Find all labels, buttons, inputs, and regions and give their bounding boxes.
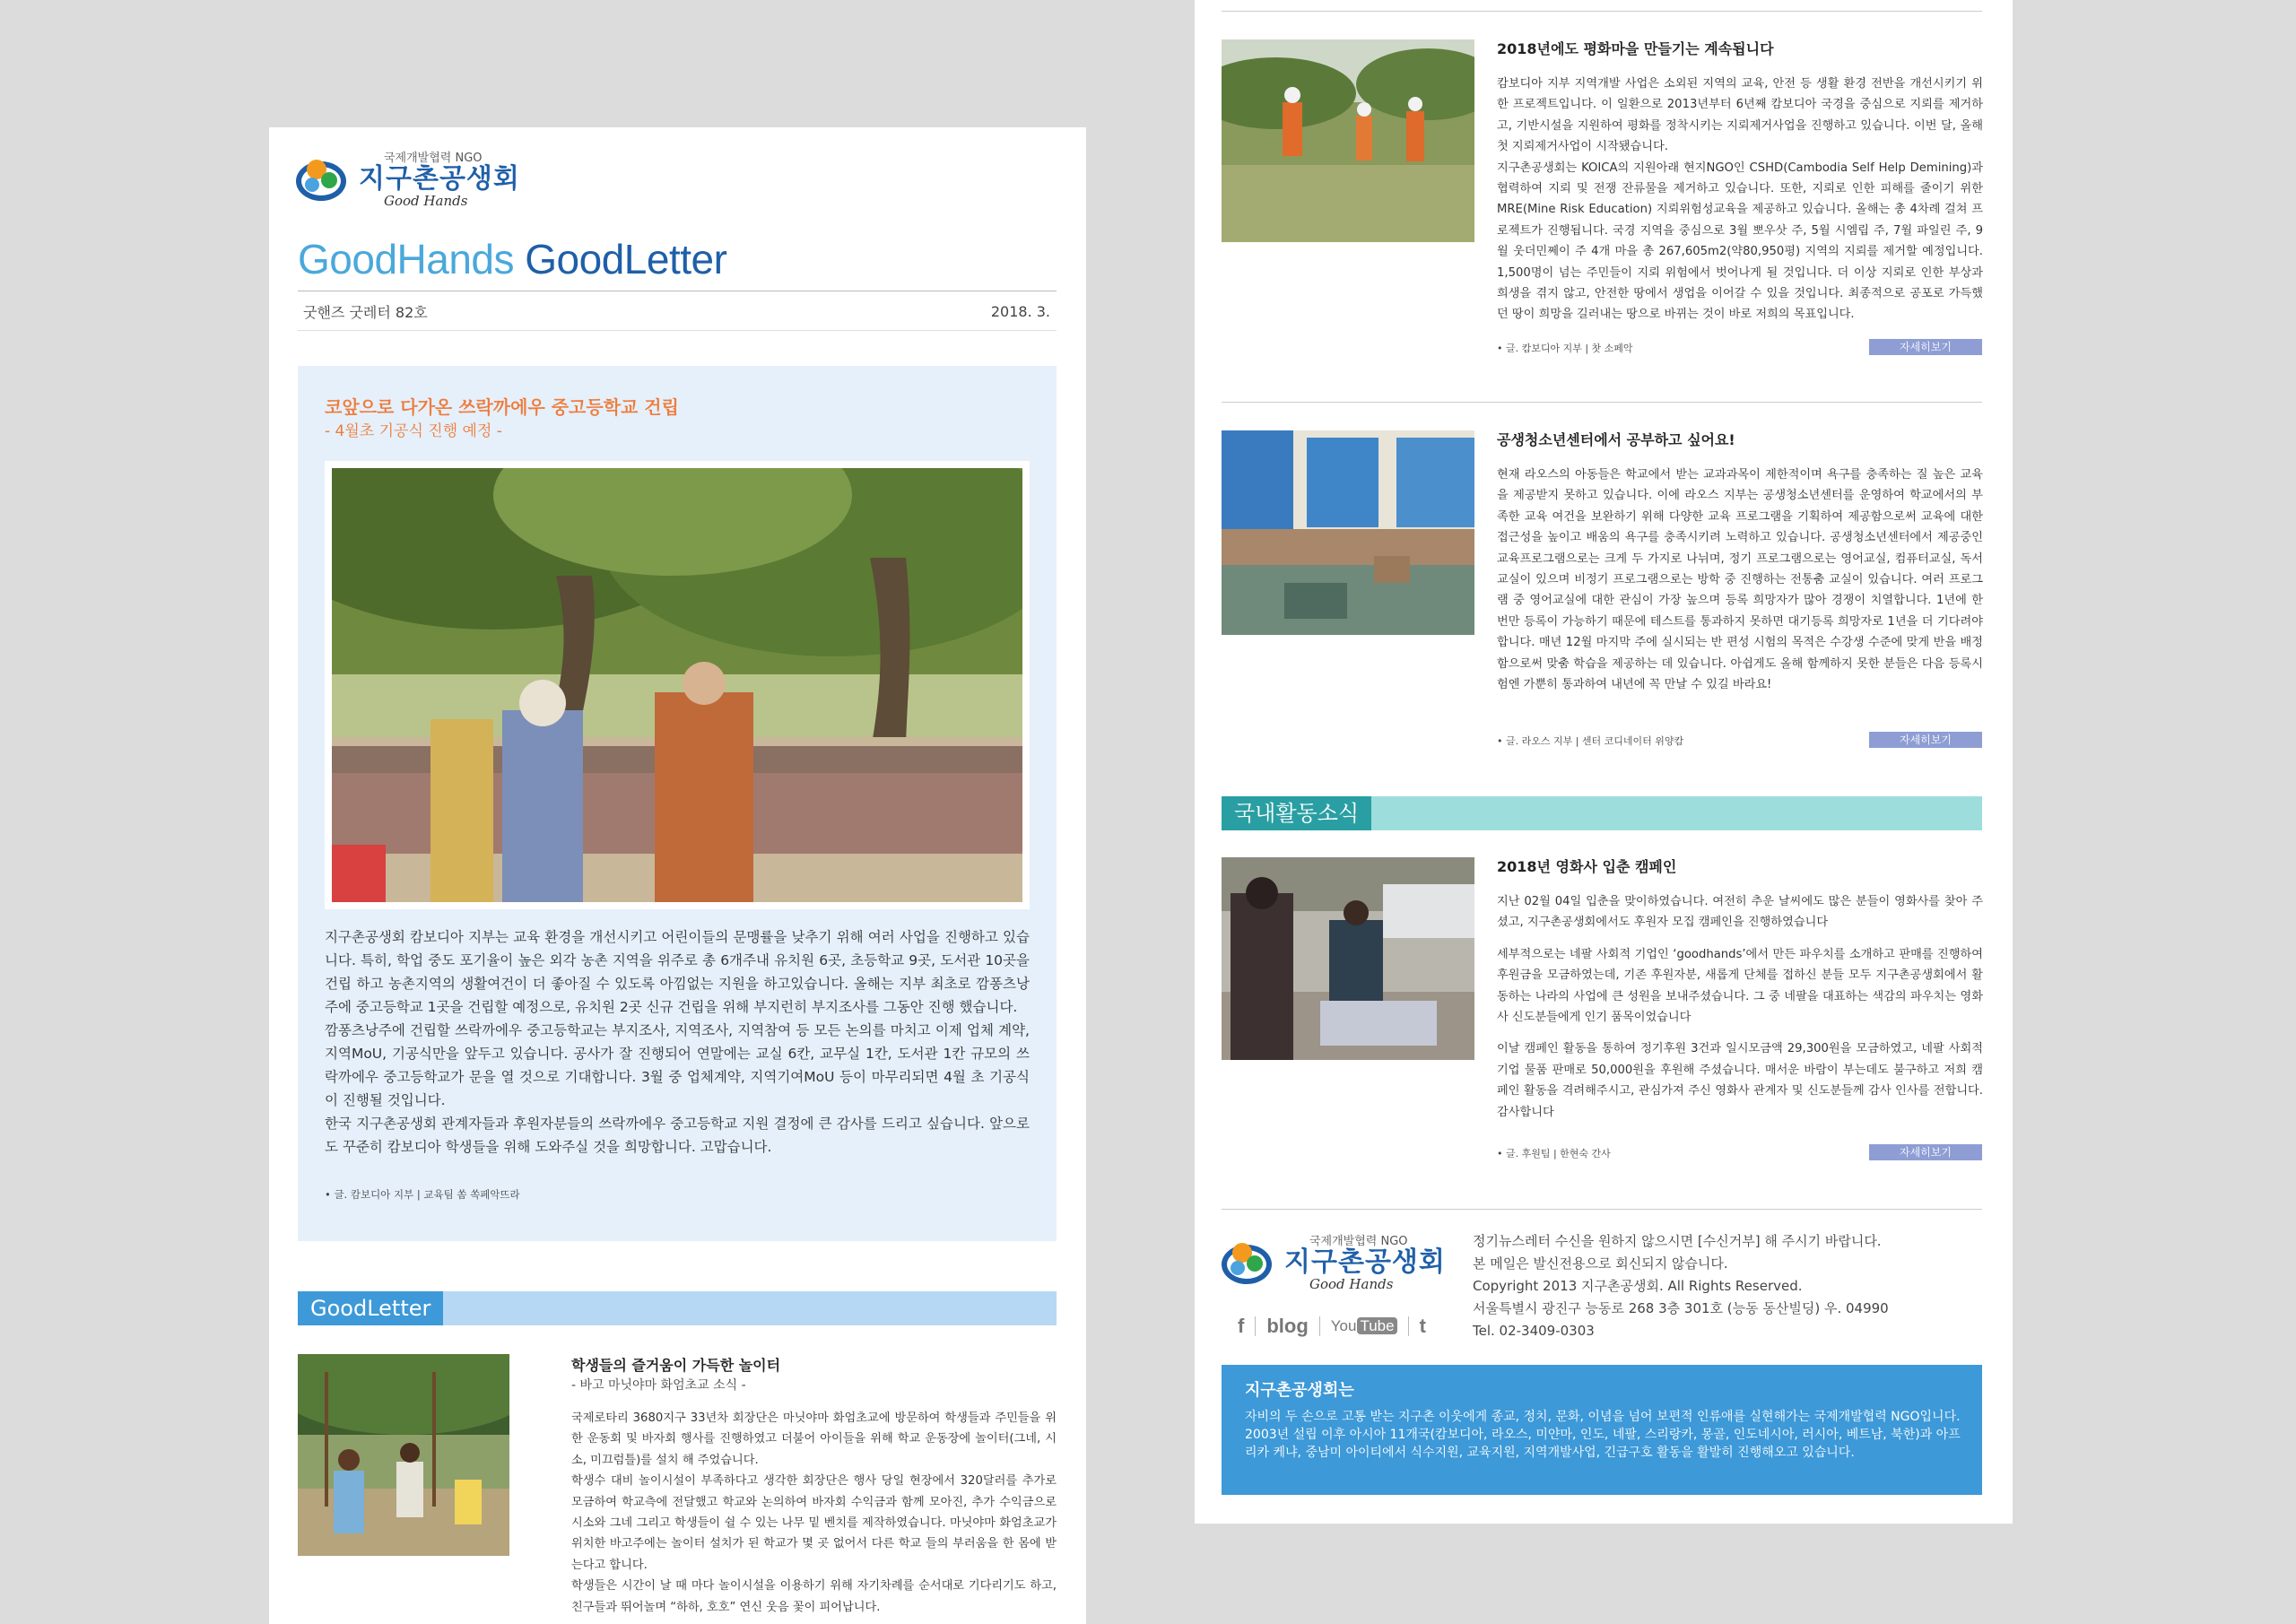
- newsletter-title-part2: GoodLetter: [525, 236, 727, 282]
- globe-hands-icon: [294, 156, 353, 204]
- youtube-icon[interactable]: [1331, 1317, 1397, 1335]
- footer-logo-name-kr: 지구촌공생회: [1284, 1246, 1446, 1278]
- campaign-more-button[interactable]: 자세히보기: [1869, 1144, 1982, 1160]
- campaign-story-title: 2018년 영화사 입춘 캠페인: [1497, 858, 1677, 875]
- youth-center-credit: • 글. 라오스 지부 | 센터 코디네이터 위양캄: [1497, 735, 1684, 747]
- youth-center-story-title: 공생청소년센터에서 공부하고 싶어요!: [1497, 431, 1735, 448]
- playground-paragraph: 국제로타리 3680지구 33년차 회장단은 마닛야마 화엄초교에 방문하여 학생들과 주민들을 위한 운동회 및 바자회 행사를 진행하였고 더불어 아이들을 위해 학교 운동장에 놀이터(그네, 시소, 미끄럼틀)를 설치 해 주었습니다.: [571, 1411, 1057, 1467]
- goodletter-section-label: GoodLetter: [298, 1291, 443, 1325]
- logo-name-kr: 지구촌공생회: [359, 163, 520, 195]
- feature-credit: • 글. 캄보디아 지부 | 교육팀 쏨 쏙페악뜨라: [325, 1188, 520, 1201]
- newsletter-page-left: [269, 127, 1086, 1624]
- demining-story-title: 2018년에도 평화마을 만들기는 계속됩니다: [1497, 40, 1774, 57]
- footer-logo-ngo-label: 국제개발협력 NGO: [1309, 1235, 1408, 1248]
- domestic-section-label: 국내활동소식: [1222, 796, 1371, 830]
- facebook-icon[interactable]: f: [1238, 1315, 1245, 1337]
- feature-photo: [325, 461, 1030, 909]
- logo-ngo-label: 국제개발협력 NGO: [384, 152, 483, 165]
- playground-story-body: [571, 1408, 1057, 1618]
- blog-link[interactable]: blog: [1266, 1315, 1309, 1337]
- footer-no-reply-note: 본 메일은 발신전용으로 회신되지 않습니다.: [1473, 1255, 1728, 1272]
- demining-story-body: [1497, 74, 1983, 326]
- footer-divider: [1222, 1209, 1982, 1210]
- feature-paragraph: 지구촌공생회 캄보디아 지부는 교육 환경을 개선시키고 어린이들의 문맹률을 낮추기 위해 여러 사업을 진행하고 있습니다. 특히, 학업 중도 포기율이 높은 외각 농촌 지역을 위주로 총 6개주내 유치원 6곳, 초등학교 9곳, 도서관 10곳을 건립 하고 농촌지역의 생활여건이 더 좋아질 수 있도록 아낌없는 지원을 하고있습니다. 올해는 지부 최초로 깜퐁츠낭주에 중고등학교 1곳을 건립할 예정으로, 유치원 2곳 신규 건립을 위해 부지런히 부지조사를 그동안 진행 했습니다.: [325, 929, 1030, 1015]
- demining-more-button[interactable]: 자세히보기: [1869, 339, 1982, 355]
- newsletter-page-right: [1195, 0, 2013, 1524]
- feature-article: [298, 366, 1057, 1241]
- top-divider: [1222, 11, 1982, 12]
- footer-copyright: Copyright 2013 지구촌공생회. All Rights Reserved.: [1473, 1278, 1803, 1294]
- about-text: 자비의 두 손으로 고통 받는 지구촌 이웃에게 종교, 정치, 문화, 이념을 넘어 보편적 인류애를 실현해가는 국제개발협력 NGO입니다. 2003년 설립 이후 아시아 11개국(캄보디아, 라오스, 미얀마, 인도, 네팔, 스리랑카, 몽골, 인도네시아, 러시아, 베트남, 북한)과 아프리카 케냐, 중남미 아이티에서 식수지원, 교육지원, 지역개발사업, 긴급구호 활동을 활발히 진행해오고 있습니다.: [1245, 1410, 1961, 1460]
- issue-divider: [298, 330, 1057, 331]
- demining-credit: • 글. 캄보디아 지부 | 찻 소페악: [1497, 343, 1633, 354]
- social-separator: [1408, 1316, 1409, 1336]
- logo-name-en: Good Hands: [384, 193, 468, 209]
- feature-paragraph: 한국 지구촌공생회 관계자들과 후원자분들의 쓰락까에우 중고등학교 지원 결정에 큰 감사를 드리고 싶습니다. 앞으로도 꾸준히 캄보디아 학생들을 위해 도와주실 것을 희망합니다. 고맙습니다.: [325, 1116, 1030, 1155]
- newsletter-title-part1: GoodHands: [298, 236, 514, 282]
- footer-unsubscribe-note[interactable]: 정기뉴스레터 수신을 원하지 않으시면 [수신거부] 해 주시기 바랍니다.: [1473, 1233, 1882, 1249]
- youth-center-story-body: [1497, 465, 1983, 695]
- campaign-paragraph: 세부적으로는 네팔 사회적 기업인 ‘goodhands’에서 만든 파우치를 소개하고 판매를 진행하여 후원금을 모금하였는데, 기존 후원자분, 새롭게 단체를 접하신 분들 모두 지구촌공생회에서 활동하는 나라의 사업에 큰 성원을 보내주셨습니다. 그 중 네팔을 대표하는 색감의 파우치는 영화사 신도분들에게 인기 품목이었습니다: [1497, 947, 1983, 1025]
- playground-story-title: 학생들의 즐거움이 가득한 놀이터: [571, 1357, 781, 1374]
- footer-phone: Tel. 02-3409-0303: [1473, 1323, 1595, 1339]
- youth-center-more-button[interactable]: 자세히보기: [1869, 732, 1982, 748]
- playground-paragraph: 학생수 대비 놀이시설이 부족하다고 생각한 회장단은 행사 당일 현장에서 320달러를 추가로 모금하여 학교측에 전달했고 학교와 논의하여 바자회 수익금과 함께 모아진, 추가 수익금으로 시소와 그네 그리고 학생들이 쉴 수 있는 나무 밑 벤치를 제작하였습니다. 마닛야마 화엄초교가 위치한 바고주에는 놀이터 설치가 된 학교가 몇 곳 없어서 다른 학교 들의 부러움을 한 몸에 받는다고 합니다.: [571, 1474, 1057, 1572]
- playground-story-subtitle: - 바고 마닛야마 화엄초교 소식 -: [571, 1378, 746, 1393]
- social-separator: [1319, 1316, 1320, 1336]
- about-box: [1222, 1365, 1982, 1495]
- footer-logo-name-en: Good Hands: [1309, 1276, 1394, 1292]
- playground-paragraph: 학생들은 시간이 날 때 마다 놀이시설을 이용하기 위해 자기차례를 순서대로 기다리기도 하고, 친구들과 뛰어놀며 “하하, 호호” 연신 웃음 꽃이 피어납니다.: [571, 1579, 1057, 1614]
- good-hands-logo[interactable]: [294, 152, 520, 208]
- about-title: 지구촌공생회는: [1245, 1381, 1354, 1400]
- newsletter-title: [298, 235, 726, 283]
- goodletter-section-bar: [298, 1291, 1057, 1325]
- footer-info: [1473, 1230, 1889, 1342]
- feature-paragraph: 깜퐁츠낭주에 건립할 쓰락까에우 중고등학교는 부지조사, 지역조사, 지역참여 등 모든 논의를 마치고 이제 업체 계약, 지역MoU, 기공식만을 앞두고 있습니다. 공사가 잘 진행되어 연말에는 교실 6칸, 교무실 1칸, 도서관 1칸 규모의 쓰락까에우 중고등학교가 문을 열 것으로 기대합니다. 3월 중 업체계약, 지역기여MoU 등이 마무리되면 4월 초 기공식이 진행될 것입니다.: [325, 1022, 1030, 1108]
- feature-title: 코앞으로 다가온 쓰락까에우 중고등학교 건립: [325, 396, 679, 418]
- social-links: [1238, 1315, 1426, 1338]
- domestic-section-bar: [1222, 796, 1982, 830]
- footer-address: 서울특별시 광진구 능동로 268 3층 301호 (능동 동산빌딩) 우. 04990: [1473, 1300, 1889, 1316]
- demining-paragraph: 지구촌공생회는 KOICA의 지원아래 현지NGO인 CSHD(Cambodia Self Help Demining)과 협력하여 지뢰 및 전쟁 잔류물을 제거하고 있습니다. 또한, 지뢰로 인한 피해를 줄이기 위한 MRE(Mine Risk Education) 지뢰위험성교육을 제공하고 있습니다. 올해는 총 4차례 걸쳐 프로젝트가 진행됩니다. 국경 지역을 중심으로 3월 뽀우삿 주, 5월 시엠립 주, 7월 파일린 주, 9월 웃더민쩨이 주 4개 마을 총 267,605m2(약80,950평) 지역의 지뢰를 제거할 예정입니다. 1,500명이 넘는 주민들이 지뢰 위험에서 벗어나게 될 것입니다. 더 이상 지뢰로 인한 부상과 희생을 겪지 않고, 안전한 땅에서 생업을 이어갈 수 있을 것입니다. 최종적으로 공포로 가득했던 땅이 희망을 길러내는 땅으로 바뀌는 것이 바로 저희의 목표입니다.: [1497, 161, 1983, 322]
- youth-center-photo: [1222, 430, 1474, 635]
- issue-number: 굿핸즈 굿레터 82호: [303, 304, 428, 321]
- social-separator: [1255, 1316, 1256, 1336]
- youtube-text-a: You: [1330, 1317, 1357, 1334]
- campaign-paragraph: 지난 02월 04일 입춘을 맞이하였습니다. 여전히 추운 날씨에도 많은 분들이 영화사를 찾아 주셨고, 지구촌공생회에서도 후원자 모집 캠페인을 진행하였습니다: [1497, 895, 1983, 930]
- youth-center-paragraph: 현재 라오스의 아동들은 학교에서 받는 교과과목이 제한적이며 욕구를 충족하는 질 높은 교육을 제공받지 못하고 있습니다. 이에 라오스 지부는 공생청소년센터를 운영하여 학교에서의 부족한 교육 여건을 보완하기 위해 다양한 교육 프로그램을 기획하여 제공함으로써 교육에 대한 접근성을 높이고 배움의 욕구를 충족시키려 노력하고 있습니다. 공생청소년센터에서 제공중인 교육프로그램으로는 크게 두 가지로 나뉘며, 정기 프로그램으로는 영어교실, 컴퓨터교실, 독서교실이 있으며 비정기 프로그램으로는 방학 중 진행하는 전통춤 교실이 있습니다. 여러 프로그램 중 영어교실에 대한 관심이 가장 높으며 등록 희망자가 많아 경쟁이 치열합니다. 1년에 한 번만 등록이 가능하기 때문에 테스트를 통과하지 못하면 대기등록 희망자로 1년을 더 기다려야 합니다. 매년 12월 마지막 주에 실시되는 반 편성 시험의 목적은 수강생 수준에 맞게 반을 배정함으로써 맞춤 학습을 제공하는 데 있습니다. 아쉽게도 올해 함께하지 못한 분들은 다음 등록시험엔 가뿐히 통과하여 내년에 꼭 만날 수 있길 바라요!: [1497, 468, 1983, 692]
- campaign-story-body: [1497, 891, 1983, 1123]
- demining-paragraph: 캄보디아 지부 지역개발 사업은 소외된 지역의 교육, 안전 등 생활 환경 전반을 개선시키기 위한 프로젝트입니다. 이 일환으로 2013년부터 6년째 캄보디아 국경을 중심으로 지뢰를 제거하고, 기반시설을 지원하여 평화를 정착시키는 지뢰제거사업을 진행하고 있습니다. 이번 달, 올해 첫 지뢰제거사업이 시작됐습니다.: [1497, 77, 1983, 154]
- twitter-icon[interactable]: t: [1419, 1315, 1426, 1337]
- campaign-credit: • 글. 후원팀 | 한현숙 간사: [1497, 1148, 1611, 1159]
- youtube-text-b: Tube: [1357, 1317, 1396, 1334]
- campaign-paragraph: 이날 캠페인 활동을 통하여 정기후원 3건과 일시모금액 29,300원을 모금하였고, 네팔 사회적기업 물품 판매로 50,000원을 후원해 주셨습니다. 매서운 바람이 부는데도 불구하고 저희 캠페인 활동을 격려해주시고, 관심가져 주신 영화사 관계자 및 신도분들께 감사 인사를 전합니다. 감사합니다: [1497, 1042, 1983, 1119]
- story-divider: [1222, 402, 1982, 403]
- globe-hands-icon: [1220, 1239, 1279, 1288]
- feature-subtitle: - 4월초 기공식 진행 예정 -: [325, 422, 502, 440]
- issue-date: 2018. 3.: [990, 303, 1050, 320]
- feature-body: [325, 925, 1030, 1159]
- demining-photo: [1222, 39, 1474, 242]
- playground-photo: [298, 1354, 509, 1556]
- footer-logo[interactable]: [1220, 1236, 1446, 1291]
- campaign-photo: [1222, 857, 1474, 1060]
